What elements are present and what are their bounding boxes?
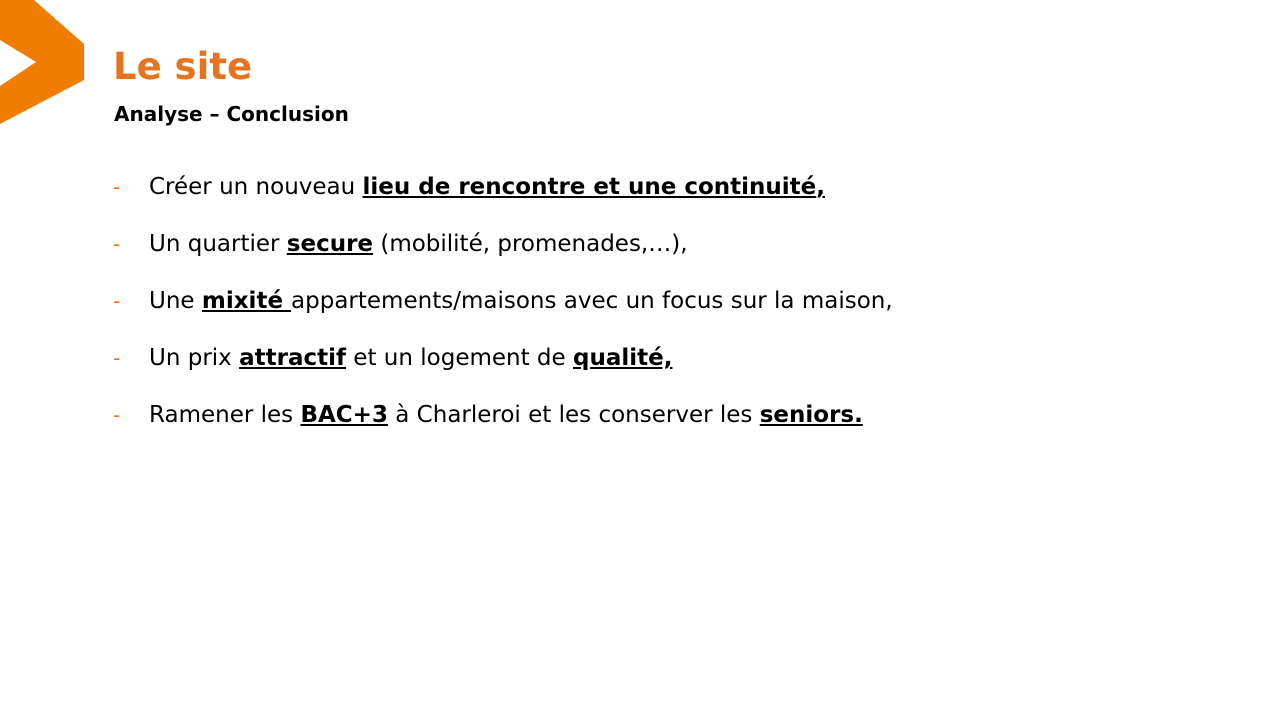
emphasis-text: qualité, <box>573 345 673 371</box>
emphasis-text: lieu de rencontre et une continuité <box>362 174 817 200</box>
text-segment: Ramener les <box>149 402 301 428</box>
bullet-text <box>149 285 893 317</box>
emphasis-text: secure <box>286 231 374 257</box>
text-segment: appartements/maisons avec un focus sur la maison, <box>291 288 893 314</box>
emphasis-text: seniors. <box>759 402 863 428</box>
text-segment: et un logement de <box>346 345 573 371</box>
emphasis-text: mixité <box>201 288 292 314</box>
bullet-marker: - <box>113 403 121 427</box>
emphasis-text: attractif <box>239 345 346 371</box>
page-title: Le site <box>113 45 253 88</box>
bullet-text <box>149 342 672 374</box>
bullet-marker: - <box>113 346 121 370</box>
bullet-marker: - <box>113 232 121 256</box>
emphasis-text: BAC+3 <box>300 402 388 428</box>
text-segment: Un quartier <box>149 231 287 257</box>
text-segment: Créer un nouveau <box>149 174 363 200</box>
text-segment: Un prix <box>149 345 240 371</box>
text-segment: Une <box>149 288 202 314</box>
text-segment: (mobilité, promenades,…), <box>373 231 688 257</box>
text-segment: à Charleroi et les conserver les <box>387 402 760 428</box>
bullet-marker: - <box>113 289 121 313</box>
bullet-text <box>149 171 825 203</box>
chevron-right-icon <box>0 0 90 126</box>
bullet-text <box>149 399 863 431</box>
bullet-text <box>149 228 688 260</box>
emphasis-text: , <box>816 174 826 200</box>
bullet-marker: - <box>113 175 121 199</box>
page-subtitle: Analyse – Conclusion <box>114 102 349 126</box>
